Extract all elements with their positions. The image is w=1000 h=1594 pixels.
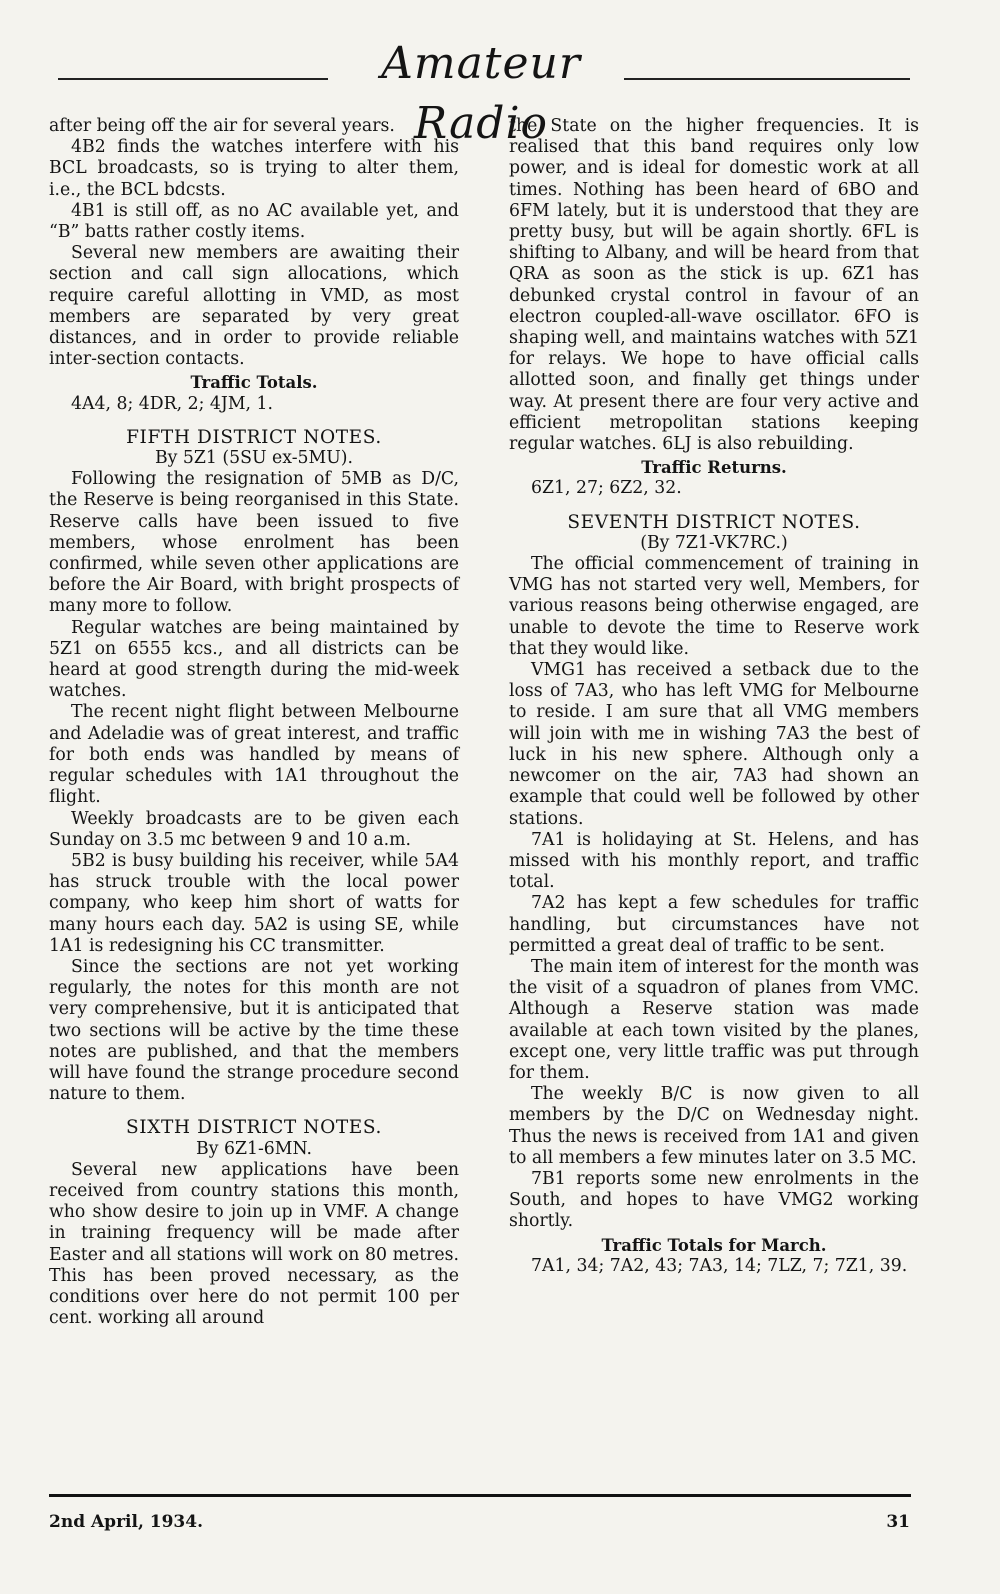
paragraph: The recent night flight between Melbourne and Adeladie was of great interest, and traffic for both ends was handled by means of regular schedules with 1A1 throughout the flight. [49, 702, 459, 808]
traffic-totals-march-values: 7A1, 34; 7A2, 43; 7A3, 14; 7LZ, 7; 7Z1, 39. [531, 1255, 908, 1276]
traffic-returns-values: 6Z1, 27; 6Z2, 32. [531, 478, 682, 499]
paragraph: The official commencement of training in VMG has not started very well, Members, for various reasons being otherwise engaged, are unable to devote the time to Reserve work that they would like. [509, 554, 919, 659]
paragraph: 5B2 is busy building his receiver, while 5A4 has struck trouble with the local power company, who keep him short of watts for many hours each day. 5A2 is using SE, while 1A1 is redesigning his CC transmitter. [49, 850, 459, 956]
paragraph: 7A2 has kept a few schedules for traffic handling, but circumstances have not permitted a great deal of traffic to be sent. [509, 893, 919, 956]
paragraph: Since the sections are not yet working regularly, the notes for this month are not very comprehensive, but it is anticipated that two sections will be active by the time these notes are published, and that the members will have found the strange procedure second nature to them. [49, 956, 459, 1105]
paragraph: 4B2 finds the watches interfere with his BCL broadcasts, so is trying to alter them, i.e., the BCL bdcsts. [49, 137, 459, 200]
fifth-district-byline: By 5Z1 (5SU ex-5MU). [154, 448, 354, 469]
footer-rule [49, 1494, 911, 1497]
page-number: 31 [886, 1512, 910, 1532]
sixth-district-byline: By 6Z1-6MN. [196, 1138, 312, 1159]
seventh-district-byline: (By 7Z1-VK7RC.) [640, 532, 788, 553]
paragraph: Several new members are awaiting their section and call sign allocations, which require careful allotting in VMD, as most members are separated by very great distances, and in order to provide reliable inter-section contacts. [49, 243, 459, 370]
paragraph: Several new applications have been received from country stations this month, who show desire to join up in VMF. A change in training frequency will be made after Easter and all stations will work on 80 metres. This has been proved necessary, as the conditions over here do not permit 100 per cent. working all around [49, 1159, 459, 1329]
paragraph: Weekly broadcasts are to be given each Sunday on 3.5 mc between 9 and 10 a.m. [49, 808, 459, 850]
traffic-totals-values: 4A4, 8; 4DR, 2; 4JM, 1. [71, 393, 274, 414]
left-column [49, 116, 459, 1329]
right-column [509, 116, 919, 1277]
seventh-district-heading: SEVENTH DISTRICT NOTES. [567, 511, 861, 533]
paragraph: 7B1 reports some new enrolments in the South, and hopes to have VMG2 working shortly. [509, 1168, 919, 1232]
paragraph: The main item of interest for the month was the visit of a squadron of planes from VMC. Although a Reserve station was made available at each town visited by the planes, except one, very little traffic was put through for them. [509, 956, 919, 1083]
paragraph: the State on the higher frequencies. It is realised that this band requires only low power, and is ideal for domestic work at all times. Nothing has been heard of 6BO and 6FM lately, but it is understood that they are pretty busy, but will be again shortly. 6FL is shifting to Albany, and will be heard from that QRA as soon as the stick is up. 6Z1 has debunked crystal control in favour of an electron coupled-all-wave oscillator. 6FO is shaping well, and maintains watches with 5Z1 for relays. We hope to have official calls allotted soon, and finally get things under way. At present there are four very active and efficient metropolitan stations keeping regular watches. 6LJ is also rebuilding. [509, 116, 919, 455]
sixth-district-heading: SIXTH DISTRICT NOTES. [126, 1117, 382, 1139]
paragraph: Following the resignation of 5MB as D/C, the Reserve is being reorganised in this State. Reserve calls have been issued to five members, whose enrolment has been confirmed, while seven other applications are before the Air Board, with bright prospects of many more to follow. [49, 469, 459, 617]
paragraph: VMG1 has received a setback due to the loss of 7A3, who has left VMG for Melbourne to reside. I am sure that all VMG members will join with me in wishing 7A3 the best of luck in his new sphere. Although only a newcomer on the air, 7A3 had shown an example that could well be followed by other stations. [509, 660, 919, 829]
paragraph: The weekly B/C is now given to all members by the D/C on Wednesday night. Thus the news is received from 1A1 and given to all members a few minutes later on 3.5 MC. [509, 1084, 919, 1168]
footer-date: 2nd April, 1934. [49, 1512, 204, 1532]
fifth-district-heading: FIFTH DISTRICT NOTES. [126, 426, 382, 448]
masthead-rule-right [624, 78, 910, 80]
paragraph: after being off the air for several years. [49, 116, 395, 136]
masthead-title: Amateur Radio [381, 38, 581, 149]
masthead-rule-left [58, 78, 328, 80]
traffic-totals-march-heading: Traffic Totals for March. [601, 1235, 827, 1255]
paragraph: Regular watches are being maintained by 5Z1 on 6555 kcs., and all districts can be heard at good strength during the mid-week watches. [49, 617, 459, 702]
traffic-returns-heading: Traffic Returns. [641, 458, 787, 478]
paragraph: 7A1 is holidaying at St. Helens, and has missed with his monthly report, and traffic total. [509, 829, 919, 893]
paragraph: 4B1 is still off, as no AC available yet, and “B” batts rather costly items. [49, 200, 459, 243]
traffic-totals-heading: Traffic Totals. [190, 373, 318, 393]
